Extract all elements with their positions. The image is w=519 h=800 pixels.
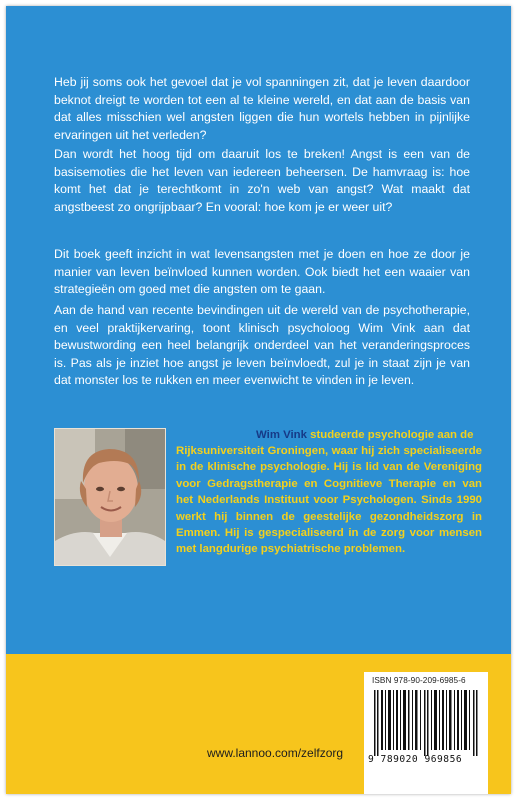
- barcode-icon: [374, 690, 478, 756]
- author-name: Wim Vink: [256, 429, 307, 441]
- barcode-digits: 9 789020 969856: [368, 754, 463, 765]
- author-bio-lead: studeerde psychologie aan de: [306, 429, 474, 441]
- blurb-paragraph-2: Dan wordt het hoog tijd om daaruit los te breken! Angst is een van de basisemoties die het leven van iedereen beheersen. De hamvraag is: hoe komt het dat je terechtkomt in zo'n web van angst? Wat maakt dat angstbeest zo ongrijpbaar? En vooral: hoe kom je er weer uit?: [54, 147, 470, 214]
- publisher-url: www.lannoo.com/zelfzorg: [207, 746, 344, 760]
- blurb-paragraph-3: Dit boek geeft inzicht in wat levensangsten met je doen en hoe ze door je manier van leven beïnvloed kunnen worden. Ook biedt het een waaier van strategieën om goed met die angsten om te gaan.: [54, 247, 470, 297]
- author-bio: Rijksuniversiteit Groningen, waar hij zich specialiseerde in de klinische psychologie. Hij is lid van de Vereniging voor Gedragstherapie en Cognitieve Therapie en van het Nederlands Instituut voor Psychologen. Sinds 1990 werkt hij binnen de geestelijke gezondheidszorg in Emmen. Hij is gespecialiseerd in de zorg voor mensen met langdurige psychiatrische problemen.: [176, 445, 482, 556]
- blurb-paragraph-1: Heb jij soms ook het gevoel dat je vol spanningen zit, dat je leven daardoor beknot dreigt te worden tot een al te kleine wereld, en dat aan de basis van dat alles misschien wel angsten liggen die hun wortels hebben in pijnlijke ervaringen uit het verleden?: [54, 75, 470, 142]
- author-photo: [54, 428, 166, 566]
- blurb-paragraph-4: Aan de hand van recente bevindingen uit de wereld van de psychotherapie, en veel praktijkervaring, toont klinisch psycholoog Wim Vink aan dat bewustwording een heel belangrijk onderdeel van het veranderingsproces is. Pas als je inziet hoe angst je leven beïnvloedt, zul je in staat zijn je van dat monster los te rukken en meer evenwicht te vinden in je leven.: [54, 303, 470, 388]
- barcode-area: [364, 672, 488, 794]
- book-back-cover: [6, 6, 511, 794]
- isbn-label: ISBN 978-90-209-6985-6: [372, 676, 466, 685]
- author-bio-first-line: [256, 427, 482, 443]
